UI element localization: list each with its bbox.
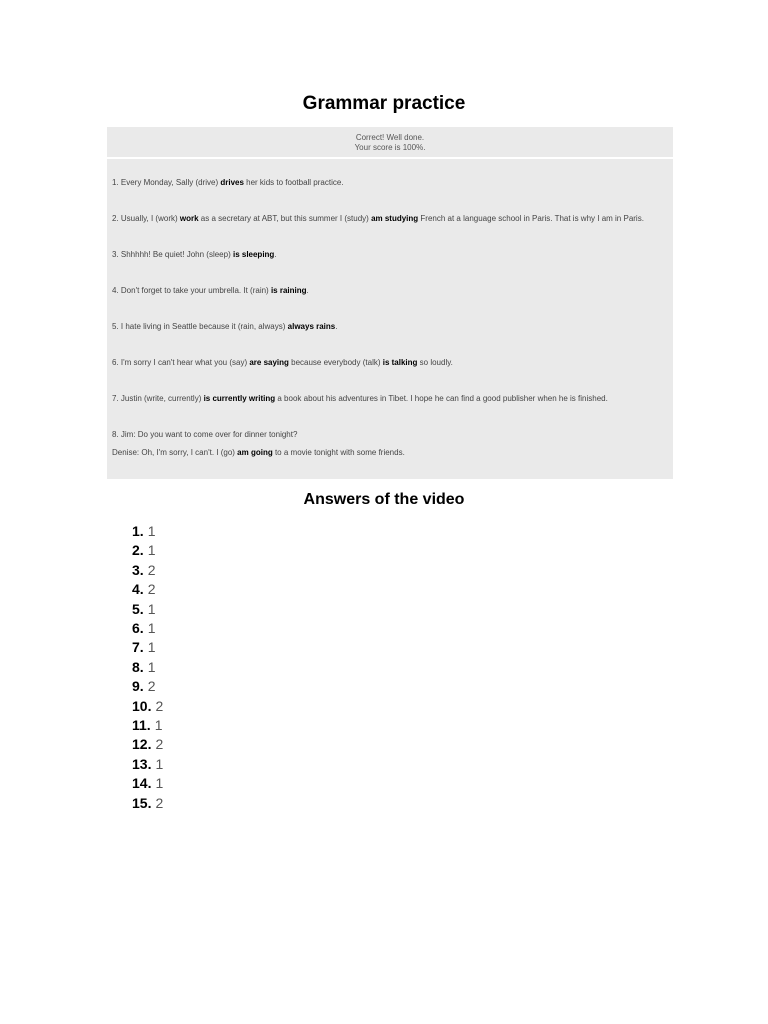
answer-number: 8. (132, 658, 144, 675)
question-line (112, 249, 669, 260)
answer-value: 2 (155, 736, 164, 753)
quiz-panel (107, 127, 673, 479)
answer-item (132, 716, 163, 735)
answer-item (132, 580, 163, 599)
answer-number: 3. (132, 561, 144, 578)
question-line (112, 213, 669, 224)
question-text: . (335, 322, 338, 331)
answer-number: 9. (132, 678, 144, 695)
answer-item (132, 619, 163, 638)
question-text: because everybody (talk) (288, 358, 383, 367)
answer-value: 2 (147, 678, 156, 695)
question-text: French at a language school in Paris. That is why I am in Paris. (418, 214, 644, 223)
answer-value: 1 (147, 658, 156, 675)
question-text: to a movie tonight with some friends. (272, 448, 405, 457)
answer-item (132, 638, 163, 657)
answer-text: is raining (270, 286, 307, 295)
score-feedback (107, 127, 673, 159)
question-text: . (274, 250, 277, 259)
feedback-message: Correct! Well done. (355, 133, 425, 142)
question-text: 3. Shhhhh! Be quiet! John (sleep) (112, 250, 233, 259)
answer-text: drives (220, 178, 244, 187)
answer-value: 1 (154, 717, 163, 734)
question-text: 7. Justin (write, currently) (112, 394, 204, 403)
answer-number: 14. (132, 775, 152, 792)
answer-value: 1 (147, 523, 156, 539)
answer-value: 2 (155, 794, 164, 811)
answer-number: 5. (132, 600, 144, 617)
question-text: her kids to football practice. (243, 178, 344, 187)
answer-item (132, 561, 163, 580)
answer-value: 1 (155, 775, 164, 792)
answer-number: 2. (132, 542, 144, 559)
question-line (112, 177, 669, 188)
question-line (112, 321, 669, 332)
answer-item (132, 755, 163, 774)
answer-item (132, 658, 163, 677)
answer-value: 1 (147, 600, 156, 617)
answer-item (132, 774, 163, 793)
answer-item (132, 600, 163, 619)
answer-text: is sleeping (232, 250, 275, 259)
answer-text: is currently writing (203, 394, 276, 403)
answer-number: 12. (132, 736, 152, 753)
answer-text: is talking (382, 358, 418, 367)
answer-item (132, 541, 163, 560)
answer-item (132, 735, 163, 754)
question-line (112, 429, 669, 440)
answer-value: 1 (155, 755, 164, 772)
answer-text: work (179, 214, 199, 223)
answer-text: always rains (287, 322, 336, 331)
answer-number: 4. (132, 581, 144, 598)
answer-number: 1. (132, 523, 144, 539)
question-text: so loudly. (417, 358, 453, 367)
answer-item (132, 794, 163, 813)
question-text: Denise: Oh, I'm sorry, I can't. I (go) (112, 448, 238, 457)
question-line (112, 447, 669, 458)
question-text: 8. Jim: Do you want to come over for dinner tonight? (112, 430, 298, 439)
answer-number: 15. (132, 794, 152, 811)
question-text: 4. Don't forget to take your umbrella. It (rain) (112, 286, 271, 295)
page-title: Grammar practice (302, 93, 466, 114)
answer-value: 1 (147, 620, 156, 637)
answer-value: 1 (147, 542, 156, 559)
answer-value: 2 (147, 581, 156, 598)
question-text: 1. Every Monday, Sally (drive) (112, 178, 221, 187)
answers-list (132, 522, 163, 813)
answer-number: 11. (132, 717, 151, 734)
answer-text: am going (237, 448, 273, 457)
answer-text: am studying (371, 214, 419, 223)
question-text: 2. Usually, I (work) (112, 214, 180, 223)
question-text: . (306, 286, 309, 295)
answer-item (132, 697, 163, 716)
answer-item (132, 677, 163, 696)
question-line (112, 357, 669, 368)
answer-text: are saying (249, 358, 289, 367)
answer-number: 6. (132, 620, 144, 637)
answer-item (132, 522, 163, 541)
question-text: 5. I hate living in Seattle because it (rain, always) (112, 322, 288, 331)
question-line (112, 393, 669, 404)
answer-number: 7. (132, 639, 144, 656)
question-text: a book about his adventures in Tibet. I hope he can find a good publisher when he is finished. (275, 394, 608, 403)
question-text: 6. I'm sorry I can't hear what you (say) (112, 358, 250, 367)
question-line (112, 285, 669, 296)
answers-heading: Answers of the video (303, 491, 465, 508)
answer-value: 2 (147, 561, 156, 578)
question-text: as a secretary at ABT, but this summer I (study) (198, 214, 372, 223)
answer-value: 2 (155, 697, 164, 714)
answer-value: 1 (147, 639, 156, 656)
answer-number: 10. (132, 697, 152, 714)
score-text: Your score is 100%. (354, 143, 426, 152)
answer-number: 13. (132, 755, 152, 772)
